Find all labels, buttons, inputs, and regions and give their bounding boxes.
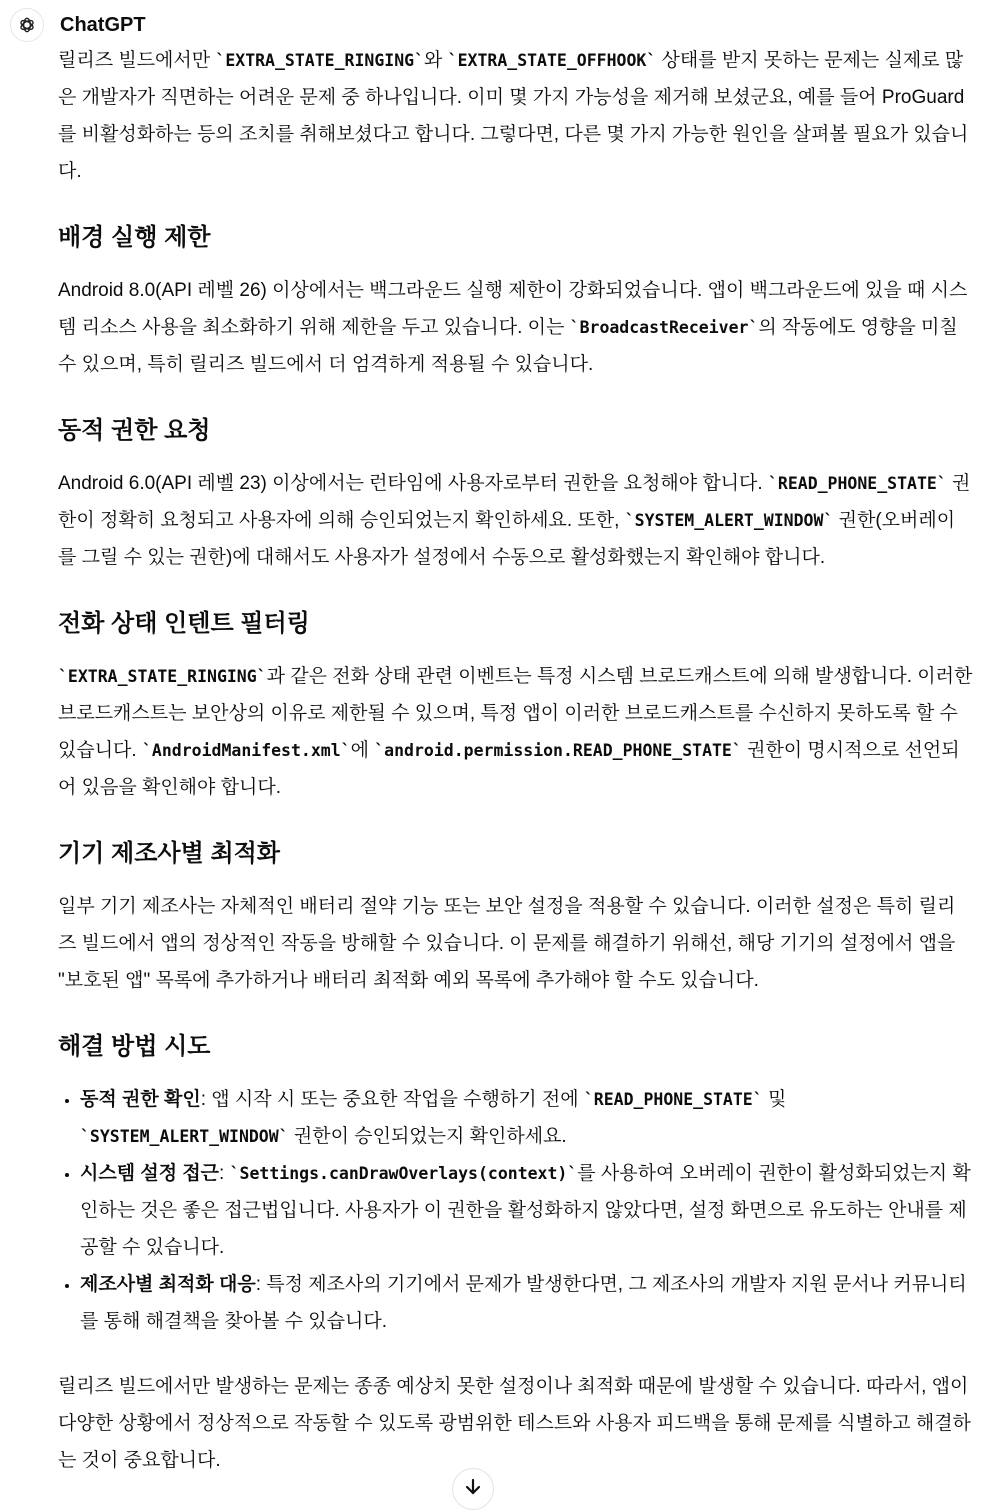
text-segment: 동적 권한 요청	[58, 417, 211, 444]
text-segment: 권한이 승인되었는지 확인하세요.	[288, 1126, 567, 1147]
bold-text: 제조사별 최적화 대응	[80, 1274, 256, 1295]
paragraph	[58, 658, 973, 806]
text-segment: Android 6.0(API 레벨 23) 이상에서는 런타임에 사용자로부터 권한을 요청해야 합니다.	[58, 473, 768, 494]
chatgpt-logo-icon	[10, 8, 44, 42]
section-heading	[58, 1027, 973, 1067]
text-segment: 권한이 명시적으로 선언되어 있음을 확인해야 합니다.	[58, 740, 960, 798]
scroll-to-bottom-button[interactable]	[452, 1468, 494, 1510]
text-segment: 권한(오버레이를 그릴 수 있는 권한)에 대해서도 사용자가 설정에서 수동으로 활성화했는지 확인해야 합니다.	[58, 510, 956, 568]
section-heading	[58, 218, 973, 258]
inline-code: `EXTRA_STATE_OFFHOOK`	[447, 51, 657, 70]
message-content	[58, 42, 973, 1507]
bold-text: 시스템 설정 접근	[80, 1163, 220, 1184]
arrow-down-icon	[463, 1477, 483, 1497]
text-segment: 및	[762, 1089, 787, 1110]
paragraph	[58, 272, 973, 383]
assistant-name: ChatGPT	[60, 13, 146, 36]
paragraph	[58, 465, 973, 576]
text-segment: Android 8.0(API 레벨 26) 이상에서는 백그라운드 실행 제한이 강화되었습니다. 앱이 백그라운드에 있을 때 시스템 리소스 사용을 최소화하기 위해 제한을 두고 있습니다. 이는	[58, 280, 968, 338]
text-segment: 와	[424, 50, 448, 71]
text-segment: 의 작동에도 영향을 미칠 수 있으며, 특히 릴리즈 빌드에서 더 엄격하게 적용될 수 있습니다.	[58, 317, 958, 375]
list-item	[80, 1155, 973, 1266]
section-heading	[58, 411, 973, 451]
inline-code: `AndroidManifest.xml`	[141, 741, 351, 760]
inline-code: `READ_PHONE_STATE`	[767, 474, 947, 493]
paragraph	[58, 1368, 973, 1479]
text-segment: 릴리즈 빌드에서만 발생하는 문제는 종종 예상치 못한 설정이나 최적화 때문에 발생할 수 있습니다. 따라서, 앱이 다양한 상황에서 정상적으로 작동할 수 있도록 광범위한 테스트와 사용자 피드백을 통해 문제를 식별하고 해결하는 것이 중요합니다.	[58, 1376, 971, 1471]
bullet-list	[58, 1081, 973, 1340]
text-segment: 권한이 정확히 요청되고 사용자에 의해 승인되었는지 확인하세요. 또한,	[58, 473, 971, 531]
inline-code: `Settings.canDrawOverlays(context)`	[229, 1164, 578, 1183]
text-segment: :	[219, 1163, 230, 1184]
text-segment: 릴리즈 빌드에서만	[58, 50, 216, 71]
inline-code: `SYSTEM_ALERT_WINDOW`	[80, 1127, 289, 1146]
text-segment: 해결 방법 시도	[58, 1033, 211, 1060]
inline-code: `EXTRA_STATE_RINGING`	[58, 667, 267, 686]
list-item	[80, 1266, 973, 1340]
text-segment: : 앱 시작 시 또는 중요한 작업을 수행하기 전에	[200, 1089, 584, 1110]
inline-code: `BroadcastReceiver`	[569, 318, 759, 337]
list-item	[80, 1081, 973, 1155]
text-segment: 에	[350, 740, 375, 761]
text-segment: 기기 제조사별 최적화	[58, 840, 280, 867]
text-segment: 과 같은 전화 상태 관련 이벤트는 특정 시스템 브로드캐스트에 의해 발생합니다. 이러한 브로드캐스트는 보안상의 이유로 제한될 수 있으며, 특정 앱이 이러한 브로드캐스트를 수신하지 못하도록 할 수 있습니다.	[58, 666, 973, 761]
message-header	[10, 8, 146, 42]
paragraph	[58, 42, 973, 190]
text-segment: 일부 기기 제조사는 자체적인 배터리 절약 기능 또는 보안 설정을 적용할 수 있습니다. 이러한 설정은 특히 릴리즈 빌드에서 앱의 정상적인 작동을 방해할 수 있습니다. 이 문제를 해결하기 위해선, 해당 기기의 설정에서 앱을 "보호된 앱" 목록에 추가하거나 배터리 최적화 예외 목록에 추가해야 할 수도 있습니다.	[58, 896, 956, 991]
paragraph	[58, 888, 973, 999]
inline-code: `android.permission.READ_PHONE_STATE`	[374, 741, 742, 760]
text-segment: 배경 실행 제한	[58, 224, 211, 251]
inline-code: `READ_PHONE_STATE`	[583, 1090, 763, 1109]
inline-code: `EXTRA_STATE_RINGING`	[215, 51, 425, 70]
inline-code: `SYSTEM_ALERT_WINDOW`	[624, 511, 834, 530]
bold-text: 동적 권한 확인	[80, 1089, 201, 1110]
text-segment: 상태를 받지 못하는 문제는 실제로 많은 개발자가 직면하는 어려운 문제 중 하나입니다. 이미 몇 가지 가능성을 제거해 보셨군요, 예를 들어 ProGuard를 비활성화하는 등의 조치를 취해보셨다고 합니다. 그렇다면, 다른 몇 가지 가능한 원인을 살펴볼 필요가 있습니다.	[58, 50, 969, 182]
section-heading	[58, 834, 973, 874]
text-segment: 를 사용하여 오버레이 권한이 활성화되었는지 확인하는 것은 좋은 접근법입니다. 사용자가 이 권한을 활성화하지 않았다면, 설정 화면으로 유도하는 안내를 제공할 수 있습니다.	[80, 1163, 971, 1258]
text-segment: 전화 상태 인텐트 필터링	[58, 610, 310, 637]
section-heading	[58, 604, 973, 644]
text-segment: : 특정 제조사의 기기에서 문제가 발생한다면, 그 제조사의 개발자 지원 문서나 커뮤니티를 통해 해결책을 찾아볼 수 있습니다.	[80, 1274, 967, 1332]
